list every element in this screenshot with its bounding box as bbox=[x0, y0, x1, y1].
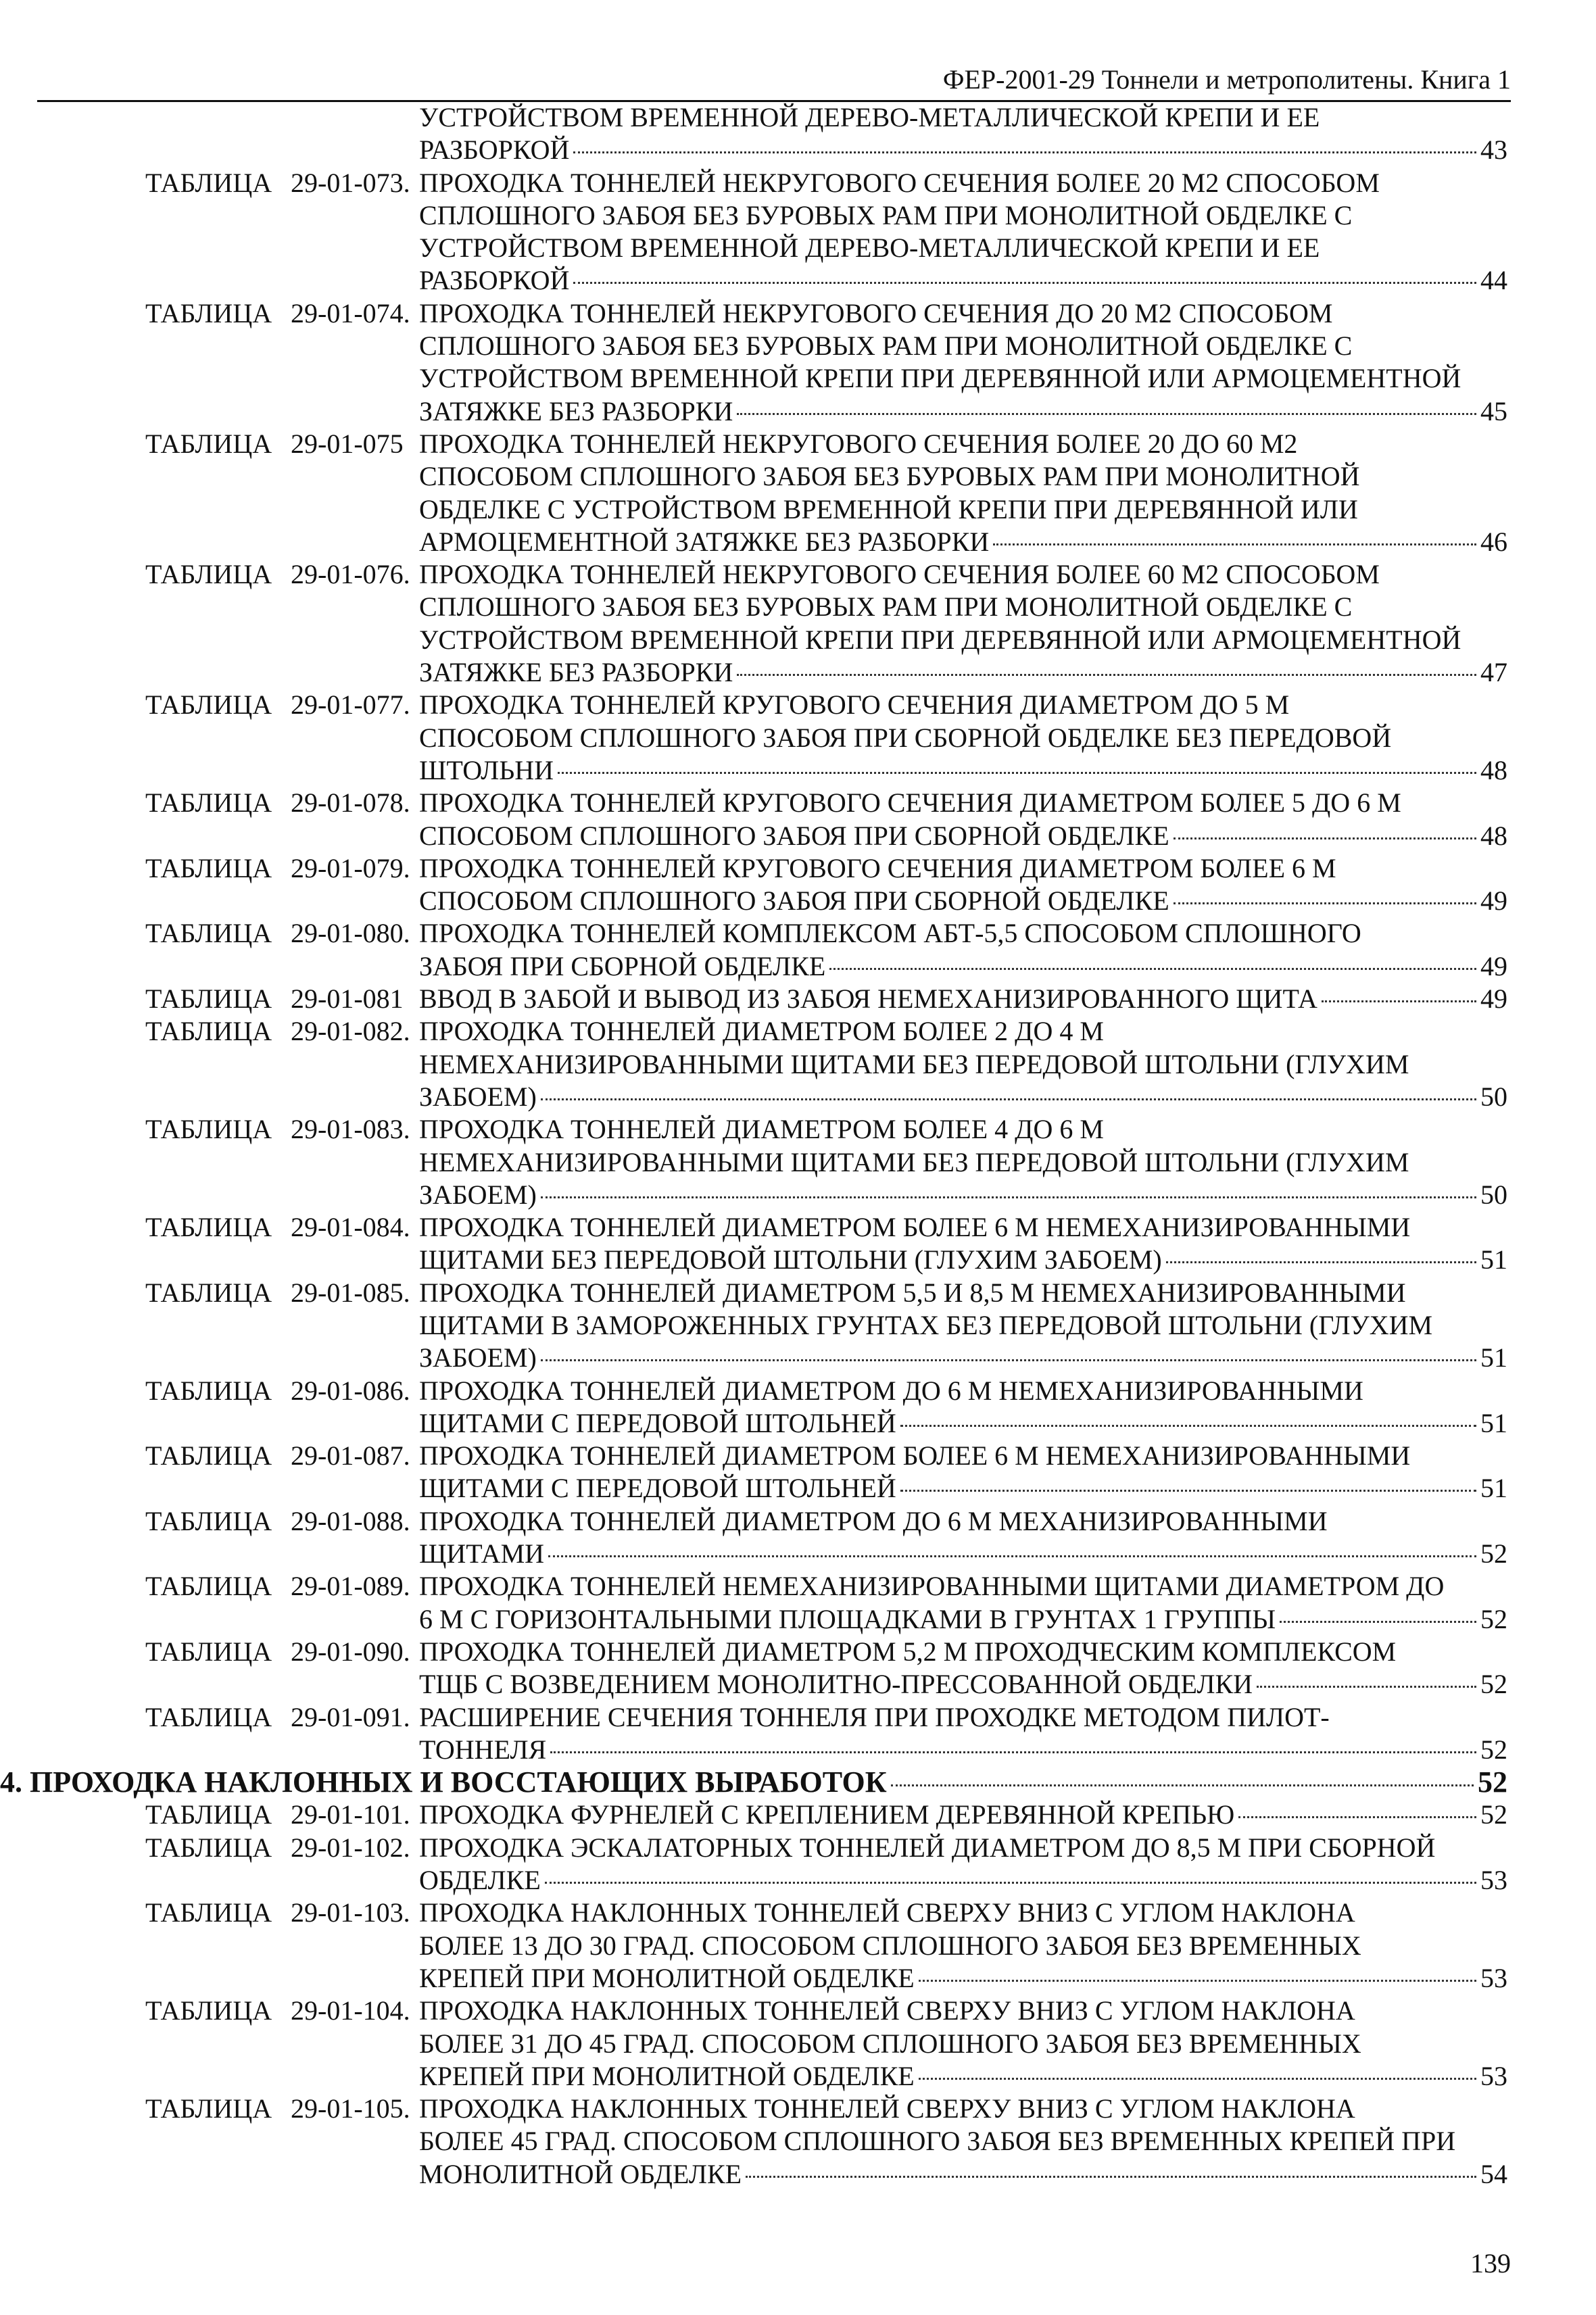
toc-leader-dots bbox=[548, 1555, 1476, 1557]
toc-leader-dots bbox=[737, 413, 1476, 415]
toc-entry-body bbox=[419, 1897, 1507, 1995]
toc-entry-text: ПРОХОДКА ТОННЕЛЕЙ НЕКРУГОВОГО СЕЧЕНИЯ БОЛЕЕ 20 ДО 60 М2 bbox=[419, 428, 1298, 459]
toc-entry-code: 29-01-083. bbox=[291, 1114, 410, 1145]
toc-entry-line bbox=[419, 1440, 1507, 1472]
toc-entry-body bbox=[419, 852, 1507, 918]
toc-entry-line bbox=[419, 526, 1507, 558]
toc-entry-text: ПРОХОДКА ТОННЕЛЕЙ НЕМЕХАНИЗИРОВАННЫМИ ЩИТАМИ ДИАМЕТРОМ ДО bbox=[419, 1571, 1445, 1602]
toc-entry-text: ОБДЕЛКЕ bbox=[419, 1865, 541, 1896]
toc-entry-line bbox=[419, 2125, 1507, 2158]
toc-entry-text: УСТРОЙСТВОМ ВРЕМЕННОЙ КРЕПИ ПРИ ДЕРЕВЯННОЙ ИЛИ АРМОЦЕМЕНТНОЙ bbox=[419, 624, 1461, 655]
toc-entry-text: ВВОД В ЗАБОЙ И ВЫВОД ИЗ ЗАБОЯ НЕМЕХАНИЗИРОВАННОГО ЩИТА bbox=[419, 983, 1317, 1015]
toc-entry-label: ТАБЛИЦА bbox=[145, 428, 272, 459]
toc-entry-line bbox=[419, 134, 1507, 166]
toc-entry-line bbox=[419, 689, 1507, 721]
toc-entry-line bbox=[419, 624, 1507, 656]
toc-entry-text: ПРОХОДКА ТОННЕЛЕЙ ДИАМЕТРОМ БОЛЕЕ 2 ДО 4 М bbox=[419, 1016, 1104, 1047]
toc-entry-page: 50 bbox=[1480, 1179, 1507, 1210]
toc-entry-line bbox=[419, 1277, 1507, 1309]
toc-entry-label: ТАБЛИЦА bbox=[145, 167, 272, 198]
toc-leader-dots bbox=[993, 543, 1476, 545]
toc-entry-code: 29-01-090. bbox=[291, 1636, 410, 1667]
toc-entry-page: 49 bbox=[1480, 950, 1507, 981]
toc-entry-line bbox=[419, 297, 1507, 330]
toc-entry-page: 45 bbox=[1480, 395, 1507, 427]
toc-leader-dots bbox=[1174, 837, 1476, 839]
toc-entry[interactable] bbox=[0, 1701, 1596, 1767]
toc-entry-code: 29-01-089. bbox=[291, 1571, 410, 1602]
toc-entry-line bbox=[419, 558, 1507, 591]
toc-entry-continuation[interactable] bbox=[0, 101, 1596, 167]
toc-entry-code: 29-01-082. bbox=[291, 1016, 410, 1047]
toc-entry-text: ЗАТЯЖКЕ БЕЗ РАЗБОРКИ bbox=[419, 395, 733, 427]
toc-entry-text: ПРОХОДКА ТОННЕЛЕЙ ДИАМЕТРОМ ДО 6 М МЕХАНИЗИРОВАННЫМИ bbox=[419, 1505, 1328, 1536]
toc-entry-text: ШТОЛЬНИ bbox=[419, 754, 554, 785]
toc-entry-text: БОЛЕЕ 31 ДО 45 ГРАД. СПОСОБОМ СПЛОШНОГО ЗАБОЯ БЕЗ ВРЕМЕННЫХ bbox=[419, 2028, 1361, 2059]
toc-entry-line bbox=[419, 1211, 1507, 1244]
toc-entry-line bbox=[419, 101, 1507, 134]
toc-entry-text: РАЗБОРКОЙ bbox=[419, 135, 570, 166]
toc-entry-body bbox=[419, 1211, 1507, 1277]
toc-entry-page: 48 bbox=[1480, 754, 1507, 785]
toc-entry-body bbox=[419, 297, 1507, 428]
toc-entry-code: 29-01-085. bbox=[291, 1277, 410, 1308]
toc-entry-text: ПРОХОДКА ТОННЕЛЕЙ КРУГОВОГО СЕЧЕНИЯ ДИАМЕТРОМ ДО 5 М bbox=[419, 689, 1290, 721]
toc-entry-body bbox=[419, 689, 1507, 787]
toc-entry-page: 50 bbox=[1480, 1081, 1507, 1112]
toc-entry-line bbox=[419, 820, 1507, 852]
toc-entry-label: ТАБЛИЦА bbox=[145, 918, 272, 949]
toc-entry-code: 29-01-073. bbox=[291, 167, 410, 198]
toc-entry-text: СПЛОШНОГО ЗАБОЯ БЕЗ БУРОВЫХ РАМ ПРИ МОНОЛИТНОЙ ОБДЕЛКЕ С bbox=[419, 331, 1353, 362]
toc-entry-code: 29-01-091. bbox=[291, 1701, 410, 1732]
toc-entry-line bbox=[419, 1995, 1507, 2027]
header-title: ФЕР-2001-29 Тоннели и метрополитены. Книга 1 bbox=[942, 64, 1511, 95]
toc-entry-label: ТАБЛИЦА bbox=[145, 787, 272, 819]
toc-entry-line bbox=[419, 1930, 1507, 1962]
toc-entry-line bbox=[419, 852, 1507, 885]
toc-entry-page: 52 bbox=[1480, 1799, 1507, 1830]
toc-entry-page: 44 bbox=[1480, 265, 1507, 296]
toc-entry-text: СПЛОШНОГО ЗАБОЯ БЕЗ БУРОВЫХ РАМ ПРИ МОНОЛИТНОЙ ОБДЕЛКЕ С bbox=[419, 199, 1353, 230]
toc-entry-text: НЕМЕХАНИЗИРОВАННЫМИ ЩИТАМИ БЕЗ ПЕРЕДОВОЙ ШТОЛЬНИ (ГЛУХИМ bbox=[419, 1146, 1409, 1177]
toc-entry-body bbox=[419, 787, 1507, 852]
toc-entry-text: ЗАБОЕМ) bbox=[419, 1342, 537, 1373]
toc-entry-line bbox=[419, 395, 1507, 428]
toc-leader-dots bbox=[541, 1098, 1476, 1100]
toc-entry-text: ПРОХОДКА НАКЛОННЫХ ТОННЕЛЕЙ СВЕРХУ ВНИЗ С УГЛОМ НАКЛОНА bbox=[419, 1995, 1355, 2026]
toc-entry-text: ПРОХОДКА ФУРНЕЛЕЙ С КРЕПЛЕНИЕМ ДЕРЕВЯННОЙ КРЕПЬЮ bbox=[419, 1799, 1235, 1830]
toc-entry-label: ТАБЛИЦА bbox=[145, 852, 272, 883]
toc-entry-text: ЗАТЯЖКЕ БЕЗ РАЗБОРКИ bbox=[419, 657, 733, 688]
toc-entry-body bbox=[419, 1799, 1507, 1831]
toc-section-page: 52 bbox=[1478, 1765, 1507, 1799]
toc-entry[interactable] bbox=[0, 1636, 1596, 1701]
toc-entry-text: УСТРОЙСТВОМ ВРЕМЕННОЙ ДЕРЕВО-МЕТАЛЛИЧЕСКОЙ КРЕПИ И ЕЕ bbox=[419, 233, 1320, 264]
toc-entry-label: ТАБЛИЦА bbox=[145, 983, 272, 1015]
toc-entry-line bbox=[419, 1505, 1507, 1538]
toc-entry[interactable] bbox=[0, 1015, 1596, 1113]
toc-entry-line bbox=[419, 1636, 1507, 1668]
toc-entry[interactable] bbox=[0, 1211, 1596, 1277]
toc-entry-body bbox=[419, 1015, 1507, 1113]
toc-entry-text: ПРОХОДКА ТОННЕЛЕЙ ДИАМЕТРОМ БОЛЕЕ 6 М НЕМЕХАНИЗИРОВАННЫМИ bbox=[419, 1212, 1411, 1243]
toc-entry-label: ТАБЛИЦА bbox=[145, 1995, 272, 2026]
toc-entry-label: ТАБЛИЦА bbox=[145, 1440, 272, 1471]
toc-entry-page: 48 bbox=[1480, 820, 1507, 851]
toc-entry-code: 29-01-078. bbox=[291, 787, 410, 819]
toc-entry-text: ЩИТАМИ БЕЗ ПЕРЕДОВОЙ ШТОЛЬНИ (ГЛУХИМ ЗАБОЕМ) bbox=[419, 1244, 1162, 1275]
toc-entry-label: ТАБЛИЦА bbox=[145, 1832, 272, 1863]
toc-entry-text: ПРОХОДКА ТОННЕЛЕЙ ДИАМЕТРОМ ДО 6 М НЕМЕХАНИЗИРОВАННЫМИ bbox=[419, 1375, 1363, 1406]
toc-entry[interactable] bbox=[0, 917, 1596, 983]
toc-leader-dots bbox=[573, 151, 1476, 153]
toc-entry-line bbox=[419, 2028, 1507, 2060]
toc-entry-line bbox=[419, 232, 1507, 264]
toc-entry-page: 52 bbox=[1480, 1538, 1507, 1569]
toc-entry-text: СПОСОБОМ СПЛОШНОГО ЗАБОЯ ПРИ СБОРНОЙ ОБДЕЛКЕ БЕЗ ПЕРЕДОВОЙ bbox=[419, 722, 1392, 753]
toc-entry[interactable] bbox=[0, 983, 1596, 1015]
toc-leader-dots bbox=[919, 1980, 1476, 1982]
toc-entry-label: ТАБЛИЦА bbox=[145, 1277, 272, 1308]
toc-entry-page: 53 bbox=[1480, 2060, 1507, 2091]
toc-entry-text: ПРОХОДКА ТОННЕЛЕЙ ДИАМЕТРОМ 5,5 И 8,5 М НЕМЕХАНИЗИРОВАННЫМИ bbox=[419, 1277, 1406, 1308]
toc-entry-label: ТАБЛИЦА bbox=[145, 1375, 272, 1406]
toc-section-title: 4. ПРОХОДКА НАКЛОННЫХ И ВОССТАЮЩИХ ВЫРАБОТОК bbox=[0, 1765, 887, 1799]
toc-leader-dots bbox=[1174, 902, 1476, 904]
toc-entries-group-3 bbox=[0, 167, 1596, 1767]
toc-entry-page: 51 bbox=[1480, 1244, 1507, 1275]
toc-entry-line bbox=[419, 1407, 1507, 1440]
toc-entry-text: ПРОХОДКА ТОННЕЛЕЙ КРУГОВОГО СЕЧЕНИЯ ДИАМЕТРОМ БОЛЕЕ 5 ДО 6 М bbox=[419, 787, 1401, 819]
toc-entry-page: 52 bbox=[1480, 1603, 1507, 1634]
toc-entry-code: 29-01-103. bbox=[291, 1897, 410, 1928]
toc-entry-text: ЩИТАМИ С ПЕРЕДОВОЙ ШТОЛЬНЕЙ bbox=[419, 1407, 896, 1438]
toc-entry-body bbox=[419, 2093, 1507, 2191]
toc-entry-label: ТАБЛИЦА bbox=[145, 1636, 272, 1667]
toc-entry-body bbox=[419, 1505, 1507, 1571]
toc-leader-dots bbox=[900, 1425, 1476, 1427]
toc-entry-line bbox=[419, 1309, 1507, 1342]
toc-entry-page: 51 bbox=[1480, 1473, 1507, 1504]
toc-entry-code: 29-01-087. bbox=[291, 1440, 410, 1471]
toc-entry-text: УСТРОЙСТВОМ ВРЕМЕННОЙ ДЕРЕВО-МЕТАЛЛИЧЕСКОЙ КРЕПИ И ЕЕ bbox=[419, 102, 1320, 132]
toc-entry-line bbox=[419, 722, 1507, 754]
toc-entry-text: СПЛОШНОГО ЗАБОЯ БЕЗ БУРОВЫХ РАМ ПРИ МОНОЛИТНОЙ ОБДЕЛКЕ С bbox=[419, 591, 1353, 623]
page-number: 139 bbox=[1470, 2248, 1511, 2279]
toc-entry-text: ПРОХОДКА ТОННЕЛЕЙ НЕКРУГОВОГО СЕЧЕНИЯ ДО 20 М2 СПОСОБОМ bbox=[419, 297, 1333, 328]
toc-entry[interactable] bbox=[0, 1832, 1596, 1897]
toc-entry-line bbox=[419, 1701, 1507, 1734]
toc-entry-line bbox=[419, 2093, 1507, 2125]
toc-entry-text: ЗАБОЯ ПРИ СБОРНОЙ ОБДЕЛКЕ bbox=[419, 950, 826, 981]
toc-entry-code: 29-01-104. bbox=[291, 1995, 410, 2026]
toc-entry-body bbox=[419, 1701, 1507, 1767]
toc-entry-label: ТАБЛИЦА bbox=[145, 1571, 272, 1602]
toc-section-line bbox=[0, 1766, 1507, 1799]
toc-entry-code: 29-01-084. bbox=[291, 1212, 410, 1243]
toc-entry[interactable] bbox=[0, 852, 1596, 918]
toc-entry-text: СПОСОБОМ СПЛОШНОГО ЗАБОЯ ПРИ СБОРНОЙ ОБДЕЛКЕ bbox=[419, 820, 1169, 851]
toc-entry[interactable] bbox=[0, 1277, 1596, 1375]
toc-entry-text: КРЕПЕЙ ПРИ МОНОЛИТНОЙ ОБДЕЛКЕ bbox=[419, 1962, 915, 1993]
toc-entry-label: ТАБЛИЦА bbox=[145, 1114, 272, 1145]
toc-entry-code: 29-01-080. bbox=[291, 918, 410, 949]
toc-entry-text: РАЗБОРКОЙ bbox=[419, 265, 570, 296]
toc-entry-text: ПРОХОДКА ТОННЕЛЕЙ НЕКРУГОВОГО СЕЧЕНИЯ БОЛЕЕ 60 М2 СПОСОБОМ bbox=[419, 559, 1380, 590]
toc-entry-body bbox=[419, 167, 1507, 297]
toc-entry-line bbox=[419, 1179, 1507, 1211]
toc-entry[interactable] bbox=[0, 1897, 1596, 1995]
toc-entry[interactable] bbox=[0, 2093, 1596, 2191]
toc-entry-text: СПОСОБОМ СПЛОШНОГО ЗАБОЯ БЕЗ БУРОВЫХ РАМ ПРИ МОНОЛИТНОЙ bbox=[419, 461, 1360, 492]
toc-leader-dots bbox=[1166, 1261, 1476, 1263]
toc-leader-dots bbox=[541, 1359, 1476, 1361]
toc-entry-line bbox=[419, 656, 1507, 689]
toc-entry-text: ПРОХОДКА НАКЛОННЫХ ТОННЕЛЕЙ СВЕРХУ ВНИЗ С УГЛОМ НАКЛОНА bbox=[419, 2093, 1355, 2124]
toc-entry-line bbox=[419, 1146, 1507, 1179]
toc-entry-line bbox=[419, 983, 1507, 1015]
toc-entry-code: 29-01-077. bbox=[291, 689, 410, 721]
toc-entry-line bbox=[419, 428, 1507, 460]
toc-leader-dots bbox=[573, 282, 1476, 284]
toc-entry-code: 29-01-105. bbox=[291, 2093, 410, 2124]
toc-entry-line bbox=[419, 1799, 1507, 1831]
toc-entry-page: 53 bbox=[1480, 1865, 1507, 1896]
toc-entry[interactable] bbox=[0, 787, 1596, 852]
toc-entry-line bbox=[419, 2158, 1507, 2191]
toc-entry-line bbox=[419, 1734, 1507, 1766]
toc-entry-text: НЕМЕХАНИЗИРОВАННЫМИ ЩИТАМИ БЕЗ ПЕРЕДОВОЙ ШТОЛЬНИ (ГЛУХИМ bbox=[419, 1048, 1409, 1079]
toc-entry-label: ТАБЛИЦА bbox=[145, 559, 272, 590]
toc-entry-line bbox=[419, 1538, 1507, 1570]
toc-entry-code: 29-01-074. bbox=[291, 297, 410, 328]
toc-entry-line bbox=[419, 1113, 1507, 1146]
toc-entry-body bbox=[419, 1636, 1507, 1701]
toc-entry-code: 29-01-102. bbox=[291, 1832, 410, 1863]
table-of-contents bbox=[0, 101, 1596, 2191]
toc-entry-line bbox=[419, 493, 1507, 526]
toc-leader-dots bbox=[891, 1784, 1474, 1786]
toc-entry-line bbox=[419, 330, 1507, 362]
toc-leader-dots bbox=[1322, 1000, 1476, 1002]
toc-entry-body bbox=[419, 983, 1507, 1015]
toc-entry-line bbox=[419, 885, 1507, 917]
toc-entry-line bbox=[419, 1015, 1507, 1048]
toc-entry-line bbox=[419, 167, 1507, 199]
toc-entry-page: 43 bbox=[1480, 135, 1507, 166]
toc-entry[interactable] bbox=[0, 167, 1596, 297]
toc-entry-line bbox=[419, 1375, 1507, 1407]
toc-entry-code: 29-01-079. bbox=[291, 852, 410, 883]
toc-entry-text: УСТРОЙСТВОМ ВРЕМЕННОЙ КРЕПИ ПРИ ДЕРЕВЯННОЙ ИЛИ АРМОЦЕМЕНТНОЙ bbox=[419, 363, 1461, 394]
toc-leader-dots bbox=[919, 2078, 1476, 2080]
toc-entry-line bbox=[419, 1081, 1507, 1113]
toc-leader-dots bbox=[558, 772, 1476, 774]
toc-entry-text: ТЩБ С ВОЗВЕДЕНИЕМ МОНОЛИТНО-ПРЕССОВАННОЙ ОБДЕЛКИ bbox=[419, 1669, 1253, 1700]
toc-entry-line bbox=[419, 264, 1507, 297]
toc-entry-text: ЩИТАМИ В ЗАМОРОЖЕННЫХ ГРУНТАХ БЕЗ ПЕРЕДОВОЙ ШТОЛЬНИ (ГЛУХИМ bbox=[419, 1309, 1433, 1340]
toc-leader-dots bbox=[545, 1882, 1476, 1884]
toc-entry-text: КРЕПЕЙ ПРИ МОНОЛИТНОЙ ОБДЕЛКЕ bbox=[419, 2060, 915, 2091]
toc-entry[interactable] bbox=[0, 1995, 1596, 2093]
toc-entry-line bbox=[419, 1897, 1507, 1929]
toc-entry-page: 46 bbox=[1480, 526, 1507, 557]
running-header bbox=[0, 58, 1511, 99]
toc-entry-body bbox=[419, 1375, 1507, 1440]
toc-entries-group-4 bbox=[0, 1799, 1596, 2191]
toc-entry-label: ТАБЛИЦА bbox=[145, 1212, 272, 1243]
toc-entry-body bbox=[419, 1570, 1507, 1636]
toc-leader-dots bbox=[1280, 1621, 1476, 1623]
toc-entry-line bbox=[419, 950, 1507, 983]
toc-entry[interactable] bbox=[0, 1505, 1596, 1571]
toc-entry-label: ТАБЛИЦА bbox=[145, 689, 272, 721]
toc-entry-text: ПРОХОДКА ТОННЕЛЕЙ ДИАМЕТРОМ БОЛЕЕ 6 М НЕМЕХАНИЗИРОВАННЫМИ bbox=[419, 1440, 1411, 1471]
toc-entry-line bbox=[419, 362, 1507, 395]
toc-entry-body bbox=[419, 101, 1507, 167]
toc-entry[interactable] bbox=[0, 1375, 1596, 1440]
toc-entry-text: ОБДЕЛКЕ С УСТРОЙСТВОМ ВРЕМЕННОЙ КРЕПИ ПРИ ДЕРЕВЯННОЙ ИЛИ bbox=[419, 493, 1358, 525]
toc-entry-page: 52 bbox=[1480, 1734, 1507, 1765]
toc-entry-text: БОЛЕЕ 13 ДО 30 ГРАД. СПОСОБОМ СПЛОШНОГО ЗАБОЯ БЕЗ ВРЕМЕННЫХ bbox=[419, 1930, 1361, 1961]
toc-entry-text: ПРОХОДКА ТОННЕЛЕЙ НЕКРУГОВОГО СЕЧЕНИЯ БОЛЕЕ 20 М2 СПОСОБОМ bbox=[419, 167, 1380, 198]
toc-entry-text: ЗАБОЕМ) bbox=[419, 1081, 537, 1112]
toc-entry-line bbox=[419, 787, 1507, 819]
toc-leader-dots bbox=[550, 1751, 1476, 1753]
toc-entry-label: ТАБЛИЦА bbox=[145, 1016, 272, 1047]
toc-entry-page: 53 bbox=[1480, 1962, 1507, 1993]
toc-entry-body bbox=[419, 917, 1507, 983]
toc-entry-line bbox=[419, 917, 1507, 950]
toc-entry-page: 49 bbox=[1480, 885, 1507, 917]
toc-entry-line bbox=[419, 754, 1507, 787]
toc-entry-line bbox=[419, 1048, 1507, 1081]
toc-leader-dots bbox=[829, 968, 1476, 970]
toc-entry-code: 29-01-101. bbox=[291, 1799, 410, 1830]
toc-entry-line bbox=[419, 460, 1507, 493]
toc-entry-text: ПРОХОДКА ЭСКАЛАТОРНЫХ ТОННЕЛЕЙ ДИАМЕТРОМ ДО 8,5 М ПРИ СБОРНОЙ bbox=[419, 1832, 1436, 1863]
toc-entry-page: 51 bbox=[1480, 1342, 1507, 1373]
toc-entry-line bbox=[419, 1962, 1507, 1995]
toc-entry-code: 29-01-086. bbox=[291, 1375, 410, 1406]
toc-entry-code: 29-01-088. bbox=[291, 1505, 410, 1536]
toc-entry-text: МОНОЛИТНОЙ ОБДЕЛКЕ bbox=[419, 2158, 742, 2189]
toc-leader-dots bbox=[737, 674, 1476, 676]
toc-entry-page: 47 bbox=[1480, 657, 1507, 688]
toc-entry-code: 29-01-075 bbox=[291, 428, 404, 459]
toc-entry-text: ПРОХОДКА ТОННЕЛЕЙ ДИАМЕТРОМ 5,2 М ПРОХОДЧЕСКИМ КОМПЛЕКСОМ bbox=[419, 1636, 1397, 1667]
toc-leader-dots bbox=[900, 1490, 1476, 1492]
toc-entry-line bbox=[419, 1832, 1507, 1864]
toc-entry-text: БОЛЕЕ 45 ГРАД. СПОСОБОМ СПЛОШНОГО ЗАБОЯ БЕЗ ВРЕМЕННЫХ КРЕПЕЙ ПРИ bbox=[419, 2126, 1456, 2157]
toc-leader-dots bbox=[541, 1196, 1476, 1198]
toc-entry-text: ЗАБОЕМ) bbox=[419, 1179, 537, 1210]
toc-entry-body bbox=[419, 1440, 1507, 1505]
toc-entry[interactable] bbox=[0, 297, 1596, 428]
toc-entry-line bbox=[419, 1342, 1507, 1374]
toc-entry-text: АРМОЦЕМЕНТНОЙ ЗАТЯЖКЕ БЕЗ РАЗБОРКИ bbox=[419, 526, 990, 557]
toc-entry-body bbox=[419, 1277, 1507, 1375]
toc-entry-line bbox=[419, 2060, 1507, 2093]
toc-entry-text: ПРОХОДКА ТОННЕЛЕЙ КОМПЛЕКСОМ АБТ-5,5 СПОСОБОМ СПЛОШНОГО bbox=[419, 918, 1361, 949]
toc-entry-text: ЩИТАМИ С ПЕРЕДОВОЙ ШТОЛЬНЕЙ bbox=[419, 1473, 896, 1504]
toc-entry-text: РАСШИРЕНИЕ СЕЧЕНИЯ ТОННЕЛЯ ПРИ ПРОХОДКЕ МЕТОДОМ ПИЛОТ- bbox=[419, 1701, 1330, 1732]
toc-entry-text: ПРОХОДКА НАКЛОННЫХ ТОННЕЛЕЙ СВЕРХУ ВНИЗ С УГЛОМ НАКЛОНА bbox=[419, 1897, 1355, 1928]
toc-leader-dots bbox=[1238, 1816, 1476, 1818]
toc-entry-body bbox=[419, 558, 1507, 689]
toc-entry-page: 52 bbox=[1480, 1669, 1507, 1700]
toc-entry-code: 29-01-076. bbox=[291, 559, 410, 590]
toc-entry-text: СПОСОБОМ СПЛОШНОГО ЗАБОЯ ПРИ СБОРНОЙ ОБДЕЛКЕ bbox=[419, 885, 1169, 917]
toc-leader-dots bbox=[1257, 1686, 1476, 1688]
toc-entry-line bbox=[419, 1244, 1507, 1276]
toc-entry-label: ТАБЛИЦА bbox=[145, 1505, 272, 1536]
toc-entry[interactable] bbox=[0, 689, 1596, 787]
toc-entry-page: 49 bbox=[1480, 983, 1507, 1015]
toc-leader-dots bbox=[746, 2176, 1476, 2178]
toc-entry-page: 51 bbox=[1480, 1407, 1507, 1438]
toc-section-4[interactable] bbox=[0, 1766, 1596, 1799]
toc-entry[interactable] bbox=[0, 1113, 1596, 1211]
toc-entry[interactable] bbox=[0, 1440, 1596, 1505]
toc-entry-text: ТОННЕЛЯ bbox=[419, 1734, 547, 1765]
toc-entry-body bbox=[419, 1832, 1507, 1897]
toc-entry-text: ПРОХОДКА ТОННЕЛЕЙ КРУГОВОГО СЕЧЕНИЯ ДИАМЕТРОМ БОЛЕЕ 6 М bbox=[419, 852, 1336, 883]
toc-entry-label: ТАБЛИЦА bbox=[145, 2093, 272, 2124]
toc-entry-body bbox=[419, 1113, 1507, 1211]
toc-entry-label: ТАБЛИЦА bbox=[145, 1701, 272, 1732]
toc-entry-line bbox=[419, 591, 1507, 623]
toc-entry[interactable] bbox=[0, 1799, 1596, 1831]
toc-entry[interactable] bbox=[0, 558, 1596, 689]
toc-entry-line bbox=[419, 1864, 1507, 1897]
toc-entry-text: ПРОХОДКА ТОННЕЛЕЙ ДИАМЕТРОМ БОЛЕЕ 4 ДО 6 М bbox=[419, 1114, 1104, 1145]
toc-entry-body bbox=[419, 1995, 1507, 2093]
toc-entry-label: ТАБЛИЦА bbox=[145, 1897, 272, 1928]
toc-entry-text: ЩИТАМИ bbox=[419, 1538, 545, 1569]
toc-entry-line bbox=[419, 1472, 1507, 1505]
toc-entry-line bbox=[419, 1603, 1507, 1636]
toc-entry-page: 54 bbox=[1480, 2158, 1507, 2189]
toc-entry-label: ТАБЛИЦА bbox=[145, 297, 272, 328]
toc-entry-text: 6 М С ГОРИЗОНТАЛЬНЫМИ ПЛОЩАДКАМИ В ГРУНТАХ 1 ГРУППЫ bbox=[419, 1603, 1276, 1634]
toc-entry-line bbox=[419, 199, 1507, 232]
toc-entry-line bbox=[419, 1668, 1507, 1701]
toc-entry-code: 29-01-081 bbox=[291, 983, 404, 1015]
toc-entry[interactable] bbox=[0, 1570, 1596, 1636]
toc-entry-body bbox=[419, 428, 1507, 558]
toc-entry-label: ТАБЛИЦА bbox=[145, 1799, 272, 1830]
toc-entry-line bbox=[419, 1570, 1507, 1603]
toc-entry[interactable] bbox=[0, 428, 1596, 558]
